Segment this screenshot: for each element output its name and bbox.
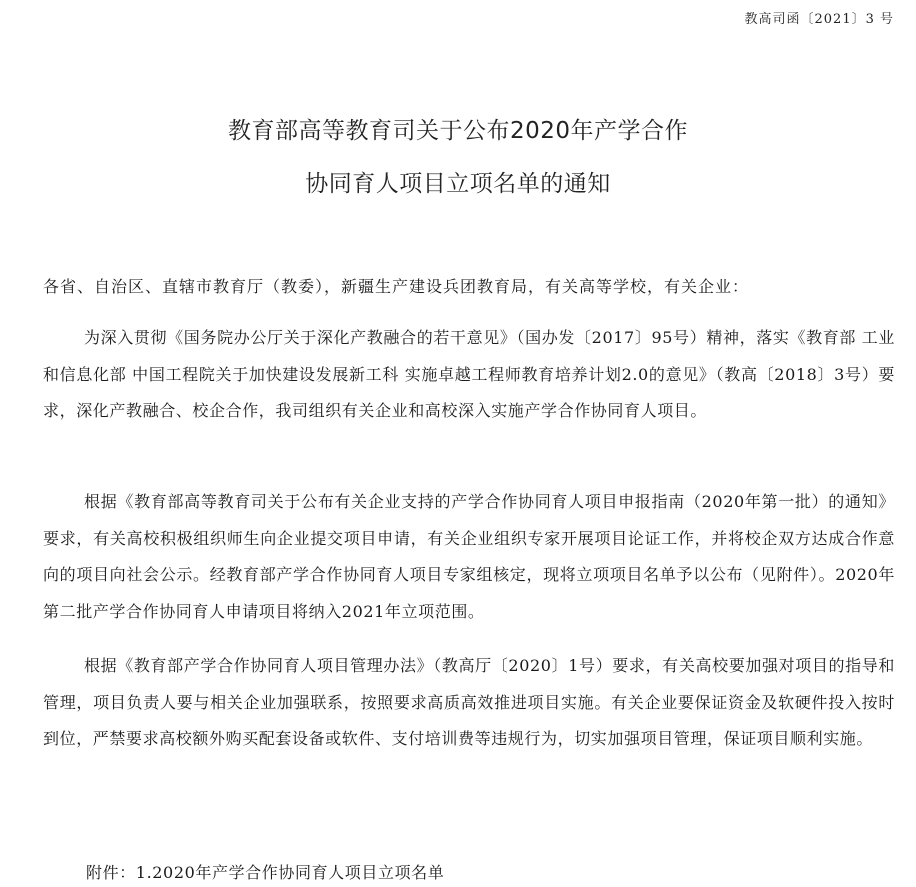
document-title-line-2: 协同育人项目立项名单的通知 [305,171,611,197]
body-paragraph-2: 根据《教育部高等教育司关于公布有关企业支持的产学合作协同育人项目申报指南（2020年第一批）的通知》要求，有关高校积极组织师生向企业提交项目申请，有关企业组织专家开展项目论证工作，并将校企双方达成合作意向的项目向社会公示。经教育部产学合作协同育人项目专家组核定，现将立项项目名单予以公布（见附件）。2020年第二批产学合作协同育人申请项目将纳入2021年立项范围。 [43,492,895,621]
document-number: 教高司函〔2021〕3 号 [744,12,894,27]
attachment-line: 附件：1.2020年产学合作协同育人项目立项名单 [86,863,445,882]
salutation: 各省、自治区、直辖市教育厅（教委），新疆生产建设兵团教育局，有关高等学校，有关企业： [43,277,750,296]
body-paragraph-1: 为深入贯彻《国务院办公厅关于深化产教融合的若干意见》（国办发〔2017〕95号）精神，落实《教育部 工业和信息化部 中国工程院关于加快建设发展新工科 实施卓越工程师教育培养计划2.0的意见》（教高〔2018〕3号）要求，深化产教融合、校企合作，我司组织有关企业和高校深入实施产学合作协同育人项目。 [43,328,895,421]
document-title-line-1: 教育部高等教育司关于公布2020年产学合作 [227,118,689,144]
body-paragraph-3: 根据《教育部产学合作协同育人项目管理办法》（教高厅〔2020〕1号）要求，有关高校要加强对项目的指导和管理，项目负责人要与相关企业加强联系，按照要求高质高效推进项目实施。有关企业要保证资金及软硬件投入按时到位，严禁要求高校额外购买配套设备或软件、支付培训费等违规行为，切实加强项目管理，保证项目顺利实施。 [43,656,895,749]
